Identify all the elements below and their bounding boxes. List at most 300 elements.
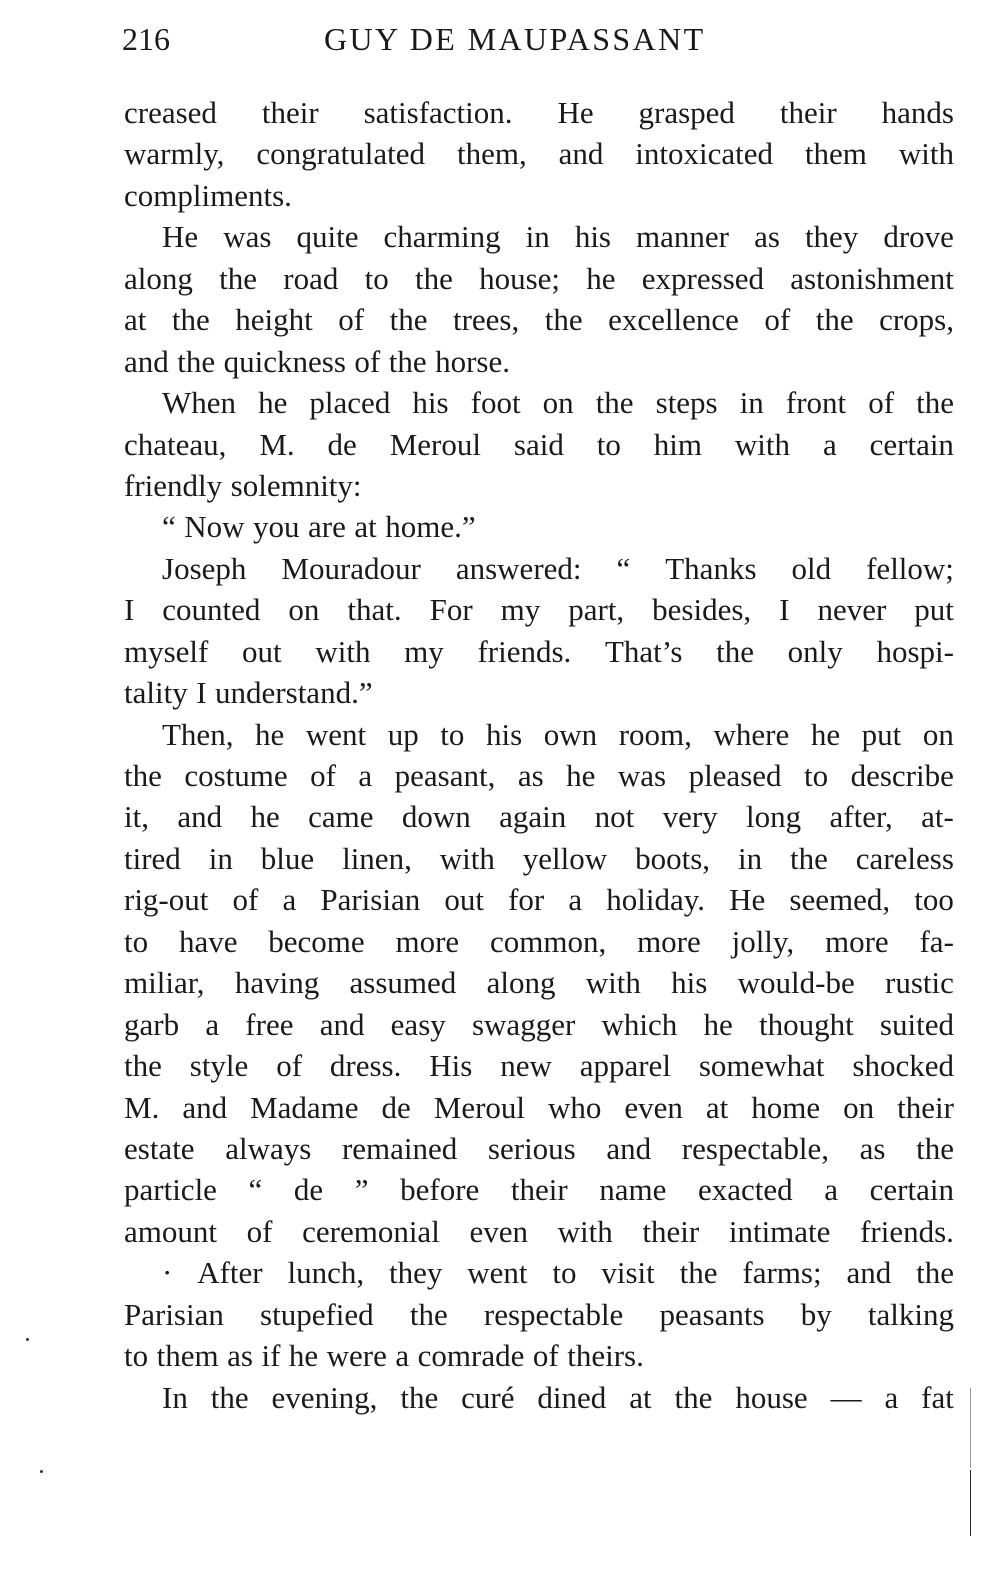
text-line [124, 1045, 954, 1086]
word: holiday. [606, 882, 705, 918]
word: are [308, 509, 346, 545]
word: their [510, 1172, 568, 1208]
word: was [617, 758, 667, 793]
word: Meroul [389, 426, 481, 462]
word: a [395, 1338, 410, 1374]
scan-speck [26, 1338, 29, 1341]
word: miliar, [124, 965, 205, 1001]
word: never [817, 592, 887, 628]
word: not [594, 799, 635, 835]
text-line [124, 714, 954, 755]
word: satisfaction. [363, 95, 513, 130]
word: His [429, 1048, 473, 1084]
word: having [234, 965, 320, 1001]
word: fellow; [866, 550, 954, 586]
word: respectable [483, 1296, 624, 1332]
word: visit [601, 1255, 655, 1291]
word: I [779, 592, 790, 628]
word: along [124, 260, 193, 296]
word: Parisian [320, 882, 421, 918]
word: M. [259, 426, 295, 462]
word: road [283, 260, 339, 296]
text-line [124, 755, 954, 796]
text-line [124, 1087, 954, 1128]
word: Meroul [433, 1089, 526, 1125]
page-number: 216 [122, 21, 170, 57]
word: my [404, 633, 444, 669]
word: jolly, [731, 923, 795, 959]
word: and [319, 1006, 365, 1042]
word: always [225, 1130, 312, 1166]
word: lunch, [287, 1255, 365, 1291]
word: intoxicated [635, 136, 774, 172]
word: new [500, 1048, 552, 1084]
margin-rule [970, 1388, 971, 1468]
word: steps [655, 385, 718, 421]
text-line [124, 299, 954, 340]
word: he [250, 799, 280, 835]
word: peasants [659, 1296, 765, 1332]
word: de [293, 1172, 324, 1208]
text-line [124, 589, 954, 630]
word: Thanks [665, 550, 757, 586]
text-line [124, 672, 954, 713]
word: charming [383, 219, 501, 255]
word: a [282, 882, 297, 918]
word: besides, [652, 592, 752, 628]
text-line [124, 506, 954, 547]
running-head [122, 14, 954, 64]
word: name [599, 1172, 667, 1208]
word: certain [869, 426, 954, 462]
word: swagger [471, 1006, 576, 1042]
word: long [746, 799, 802, 835]
text-line [124, 175, 954, 216]
word: curé [461, 1379, 515, 1415]
text-line [124, 1128, 954, 1169]
word: and [846, 1255, 892, 1291]
word: counted [162, 592, 261, 628]
word: Now [184, 509, 245, 545]
word: placed [309, 385, 391, 421]
word: of [246, 1213, 273, 1249]
word: the [595, 385, 634, 421]
word: He [729, 882, 766, 918]
word: he [703, 1006, 733, 1042]
word: crops, [879, 302, 954, 338]
word: to [364, 260, 389, 296]
word: his [486, 716, 523, 752]
word: he [255, 716, 285, 752]
word: describe [850, 758, 954, 793]
word: chateau, [124, 426, 227, 462]
word: congratulated [256, 136, 426, 172]
text-line [124, 382, 954, 423]
text-line [124, 1169, 954, 1210]
word: assumed [349, 965, 457, 1001]
word: along [486, 965, 556, 1001]
word: to [124, 1338, 149, 1374]
word: his [412, 385, 449, 421]
text-line [124, 1252, 954, 1293]
word: with [585, 965, 641, 1001]
word: house [735, 1379, 808, 1415]
word: the [916, 1255, 954, 1291]
text-line [124, 216, 954, 257]
word: free [245, 1006, 294, 1042]
word: them, [456, 136, 527, 172]
running-title: GUY DE MAUPASSANT [324, 21, 706, 57]
word: on [542, 385, 574, 421]
word: have [178, 923, 238, 959]
word: — [830, 1379, 862, 1415]
word: went [467, 1255, 528, 1291]
word: careless [855, 840, 954, 876]
word: at- [921, 799, 954, 835]
word: answered: [455, 550, 582, 586]
word: Parisian [124, 1296, 224, 1332]
word: as [754, 219, 780, 255]
word: tality [124, 675, 188, 711]
word: “ [616, 550, 631, 586]
word: home [751, 1089, 821, 1125]
margin-rule [970, 1470, 971, 1536]
word: with [734, 426, 791, 462]
word: to [804, 758, 829, 793]
word: the [916, 385, 954, 421]
word: certain [869, 1172, 954, 1208]
word: of [532, 1338, 559, 1374]
word: again [499, 799, 567, 835]
word: to [440, 716, 465, 752]
word: costume [184, 758, 288, 793]
word: home.” [385, 509, 476, 545]
word: I [124, 592, 135, 628]
word: him [653, 426, 702, 462]
word: own [543, 716, 598, 752]
scan-speck [40, 1470, 43, 1473]
word: intimate [728, 1213, 831, 1249]
word: rustic [885, 965, 954, 1001]
text-line [124, 424, 954, 465]
word: easy [390, 1006, 446, 1042]
word: respectable, [681, 1130, 829, 1166]
word: the [790, 840, 828, 876]
word: friendly [124, 467, 223, 503]
word: “ [248, 1172, 263, 1208]
word: For [429, 592, 473, 628]
word: Then, [162, 716, 234, 752]
word: more [824, 923, 889, 959]
word: they [388, 1255, 443, 1291]
word: of [310, 758, 336, 793]
word: yellow [522, 840, 608, 876]
word: blue [260, 840, 315, 876]
word: Mouradour [281, 550, 421, 586]
word: the [171, 302, 210, 338]
word: they [804, 219, 859, 255]
text-line [124, 465, 954, 506]
word: a [822, 426, 837, 462]
word: friends. [860, 1213, 954, 1249]
word: at [705, 1089, 729, 1125]
word: which [601, 1006, 678, 1042]
word: theirs. [567, 1338, 644, 1374]
word: and [558, 136, 604, 172]
word: Madame [250, 1089, 359, 1125]
word: a [358, 758, 373, 793]
word: a [884, 1379, 899, 1415]
word: their [779, 95, 837, 130]
word: Joseph [162, 550, 247, 586]
text-line [124, 838, 954, 879]
word: front [785, 385, 847, 421]
word: put [914, 592, 954, 628]
word: excellence [608, 302, 739, 338]
word: at [629, 1379, 652, 1415]
word: a [824, 1172, 839, 1208]
word: quite [296, 219, 359, 255]
word: talking [867, 1296, 954, 1332]
word: at [124, 302, 147, 338]
text-line [124, 921, 954, 962]
word: the [219, 260, 257, 296]
text-line [124, 1211, 954, 1252]
word: estate [124, 1130, 195, 1166]
word: in [208, 840, 233, 876]
word: on [843, 1089, 875, 1125]
word: · [162, 1255, 173, 1291]
word: old [791, 550, 832, 586]
word: serious [487, 1130, 576, 1166]
word: “ [162, 509, 176, 545]
word: style [189, 1048, 249, 1084]
text-line [124, 1377, 954, 1418]
word: more [395, 923, 460, 959]
text-line [124, 258, 954, 299]
word: their [897, 1089, 954, 1125]
word: quickness [223, 343, 346, 379]
word: suited [879, 1006, 954, 1042]
word: drove [883, 219, 954, 255]
word: in [739, 385, 764, 421]
word: the [815, 302, 854, 338]
text-line [124, 962, 954, 1003]
word: it, [124, 799, 149, 835]
word: de [327, 426, 357, 462]
word: dined [537, 1379, 607, 1415]
word: were [326, 1338, 387, 1374]
word: thought [758, 1006, 854, 1042]
word: the [674, 1379, 713, 1415]
word: boots, [635, 840, 711, 876]
word: down [401, 799, 471, 835]
word: was [223, 219, 272, 255]
word: he [586, 260, 616, 296]
word: fa- [919, 923, 954, 959]
word: remained [341, 1130, 458, 1166]
word: hands [881, 95, 954, 130]
word: to [552, 1255, 577, 1291]
word: a [568, 882, 583, 918]
text-line [124, 548, 954, 589]
word: out [444, 882, 484, 918]
word: understand.” [215, 675, 373, 711]
word: them [804, 136, 867, 172]
word: peasant, [394, 758, 496, 793]
word: them [156, 1338, 219, 1374]
word: that. [347, 592, 402, 628]
word: of [868, 385, 895, 421]
word: he [566, 758, 596, 793]
word: even [469, 1213, 528, 1249]
word: put [861, 716, 902, 752]
word: dress. [329, 1048, 402, 1084]
text-line [124, 1294, 954, 1335]
word: he [258, 385, 288, 421]
word: seemed, [789, 882, 891, 918]
word: too [914, 882, 954, 918]
word: to [124, 923, 149, 959]
word: if [261, 1338, 281, 1374]
word: solemnity: [230, 467, 362, 503]
word: M. [124, 1089, 160, 1125]
word: went [305, 716, 367, 752]
word: In [162, 1379, 188, 1415]
word: After [197, 1255, 263, 1291]
word: he [288, 1338, 319, 1374]
word: become [268, 923, 365, 959]
word: my [500, 592, 541, 628]
word: friends. [477, 633, 572, 669]
word: even [624, 1089, 683, 1125]
word: the [716, 633, 754, 669]
text-line [124, 1335, 954, 1376]
word: part, [568, 592, 625, 628]
word: the [544, 302, 583, 338]
word: as [859, 1130, 886, 1166]
word: as [227, 1338, 253, 1374]
word: farms; [742, 1255, 822, 1291]
word: the [388, 343, 427, 379]
word: said [513, 426, 564, 462]
word: of [354, 343, 381, 379]
word: house; [479, 260, 561, 296]
word: with [315, 633, 371, 669]
word: the [414, 260, 453, 296]
word: ceremonial [302, 1213, 440, 1249]
word: very [662, 799, 718, 835]
word: I [196, 675, 207, 711]
word: by [800, 1296, 832, 1332]
word: trees, [452, 302, 520, 338]
word: out [242, 633, 282, 669]
word: his [574, 219, 611, 255]
word: and [124, 343, 169, 379]
word: the [210, 1379, 249, 1415]
word: for [508, 882, 545, 918]
word: on [288, 592, 320, 628]
word: he [810, 716, 841, 752]
word: of [764, 302, 791, 338]
word: rig-out [124, 882, 209, 918]
word: the [409, 1296, 448, 1332]
word: ” [354, 1172, 369, 1208]
text-line [124, 796, 954, 837]
word: who [548, 1089, 602, 1125]
word: garb [124, 1006, 180, 1042]
word: expressed [641, 260, 765, 296]
word: of [232, 882, 259, 918]
word: compliments. [124, 177, 292, 213]
word: creased [124, 95, 217, 130]
word: on [922, 716, 954, 752]
word: somewhat [698, 1048, 825, 1084]
word: myself [124, 633, 209, 669]
word: their [642, 1213, 700, 1249]
word: height [235, 302, 313, 338]
word: evening, [271, 1379, 378, 1415]
word: horse. [435, 343, 511, 379]
word: the [389, 302, 428, 338]
word: amount [124, 1213, 217, 1249]
word: hospi- [876, 633, 954, 669]
text-line [124, 341, 954, 382]
word: common, [490, 923, 607, 959]
word: foot [470, 385, 521, 421]
word: up [387, 716, 419, 752]
word: in [737, 840, 763, 876]
word: where [713, 716, 790, 752]
word: of [276, 1048, 303, 1084]
word: the [124, 1048, 162, 1084]
text-line [124, 631, 954, 672]
word: He [557, 95, 594, 130]
word: the [124, 758, 162, 793]
word: a [205, 1006, 220, 1042]
word: He [162, 219, 199, 255]
word: as [517, 758, 544, 793]
word: comrade [417, 1338, 525, 1374]
word: warmly, [124, 136, 225, 172]
word: more [637, 923, 701, 959]
word: at [354, 509, 377, 545]
word: particle [124, 1172, 217, 1208]
word: the [177, 343, 216, 379]
word: exacted [698, 1172, 793, 1208]
text-line [124, 1004, 954, 1045]
word: after, [829, 799, 893, 835]
word: would-be [737, 965, 855, 1001]
word: and [182, 1089, 228, 1125]
word: in [525, 219, 550, 255]
word: pleased [688, 758, 782, 793]
word: and [606, 1130, 652, 1166]
word: came [308, 799, 374, 835]
word: manner [636, 219, 730, 255]
word: When [162, 385, 237, 421]
word: de [381, 1089, 411, 1125]
word: fat [921, 1379, 954, 1415]
text-line [124, 133, 954, 174]
text-line [124, 879, 954, 920]
word: That’s [604, 633, 683, 669]
word: the [400, 1379, 439, 1415]
word: before [400, 1172, 480, 1208]
word: shocked [852, 1048, 954, 1084]
word: linen, [342, 840, 412, 876]
word: only [787, 633, 843, 669]
